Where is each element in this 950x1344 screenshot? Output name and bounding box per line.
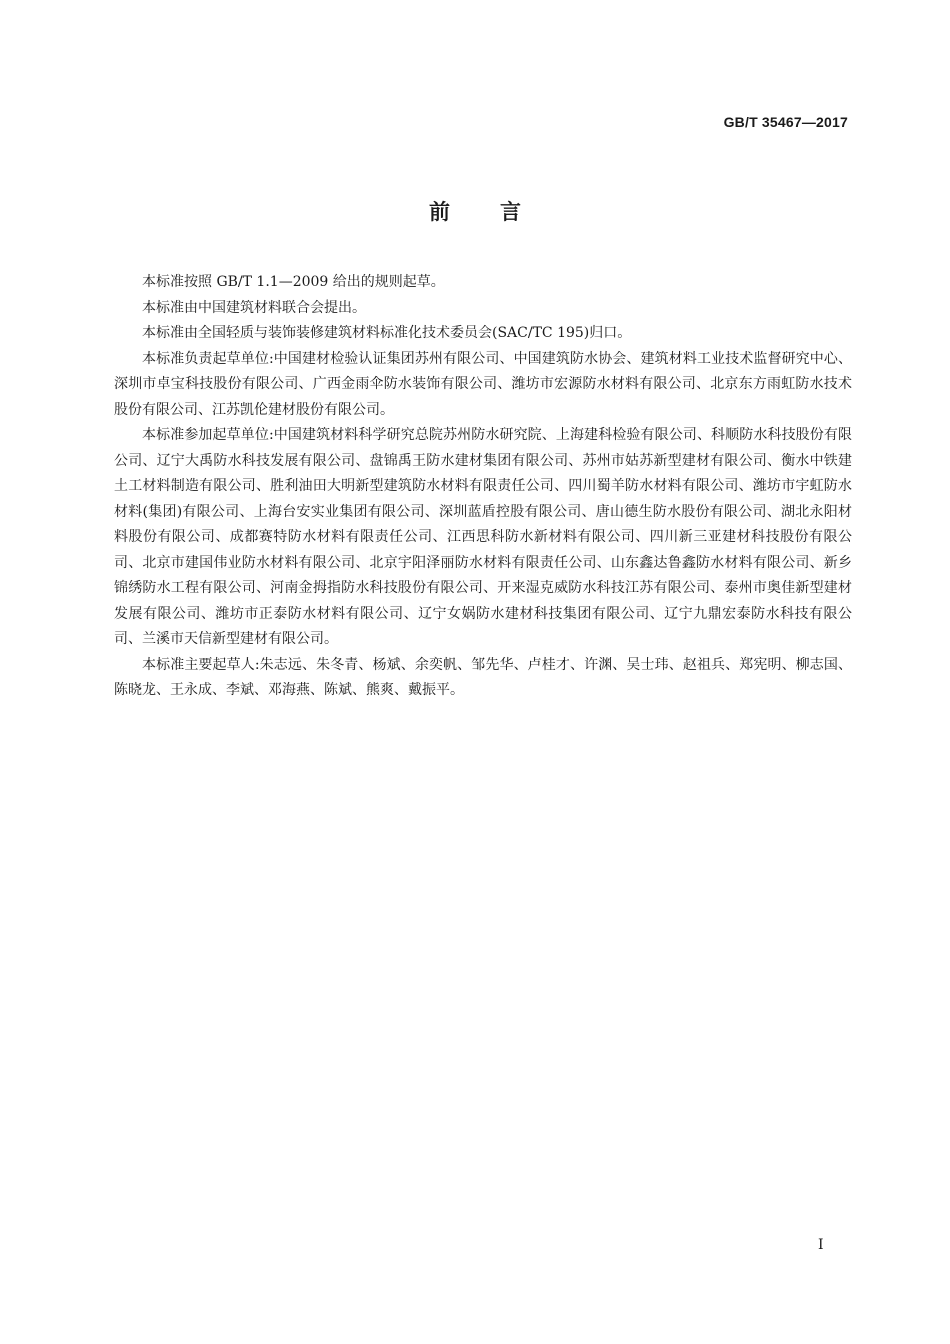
paragraph-participating-units: 本标准参加起草单位:中国建筑材料科学研究总院苏州防水研究院、上海建科检验有限公司、科顺防水科技股份有限公司、辽宁大禹防水科技发展有限公司、盘锦禹王防水建材集团有限公司、苏州市姑苏新型建材有限公司、衡水中铁建土工材料制造有限公司、胜利油田大明新型建筑防水材料有限责任公司、四川蜀羊防水材料有限公司、潍坊市宇虹防水材料(集团)有限公司、上海台安实业集团有限公司、深圳蓝盾控股有限公司、唐山德生防水股份有限公司、湖北永阳材料股份有限公司、成都赛特防水材料有限责任公司、江西思科防水新材料有限公司、四川新三亚建材科技股份有限公司、北京市建国伟业防水材料有限公司、北京宇阳泽丽防水材料有限责任公司、山东鑫达鲁鑫防水材料有限公司、新乡锦绣防水工程有限公司、河南金拇指防水科技股份有限公司、开来湿克威防水科技江苏有限公司、泰州市奥佳新型建材发展有限公司、潍坊市正泰防水材料有限公司、辽宁女娲防水建材科技集团有限公司、辽宁九鼎宏泰防水科技有限公司、兰溪市天信新型建材有限公司。 bbox=[114, 427, 852, 647]
paragraph-lead-drafting-units: 本标准负责起草单位:中国建材检验认证集团苏州有限公司、中国建筑防水协会、建筑材料工业技术监督研究中心、深圳市卓宝科技股份有限公司、广西金雨伞防水装饰有限公司、潍坊市宏源防水材料有限公司、北京东方雨虹防水技术股份有限公司、江苏凯伦建材股份有限公司。 bbox=[114, 350, 852, 418]
standard-code: GB/T 35467—2017 bbox=[723, 114, 848, 130]
document-body bbox=[114, 270, 852, 704]
page-title: 前言 bbox=[429, 200, 571, 224]
paragraph-main-drafters: 本标准主要起草人:朱志远、朱冬青、杨斌、余奕帆、邹先华、卢桂才、许渊、吴士玮、赵祖兵、郑宪明、柳志国、陈晓龙、王永成、李斌、邓海燕、陈斌、熊爽、戴振平。 bbox=[114, 656, 852, 698]
page-number: I bbox=[818, 1237, 824, 1253]
paragraph-proposed-by: 本标准由中国建筑材料联合会提出。 bbox=[142, 299, 366, 316]
paragraph-centralized-by: 本标准由全国轻质与装饰装修建筑材料标准化技术委员会(SAC/TC 195)归口。 bbox=[142, 325, 632, 341]
paragraph-drafting-rules: 本标准按照 GB/T 1.1—2009 给出的规则起草。 bbox=[142, 274, 445, 290]
